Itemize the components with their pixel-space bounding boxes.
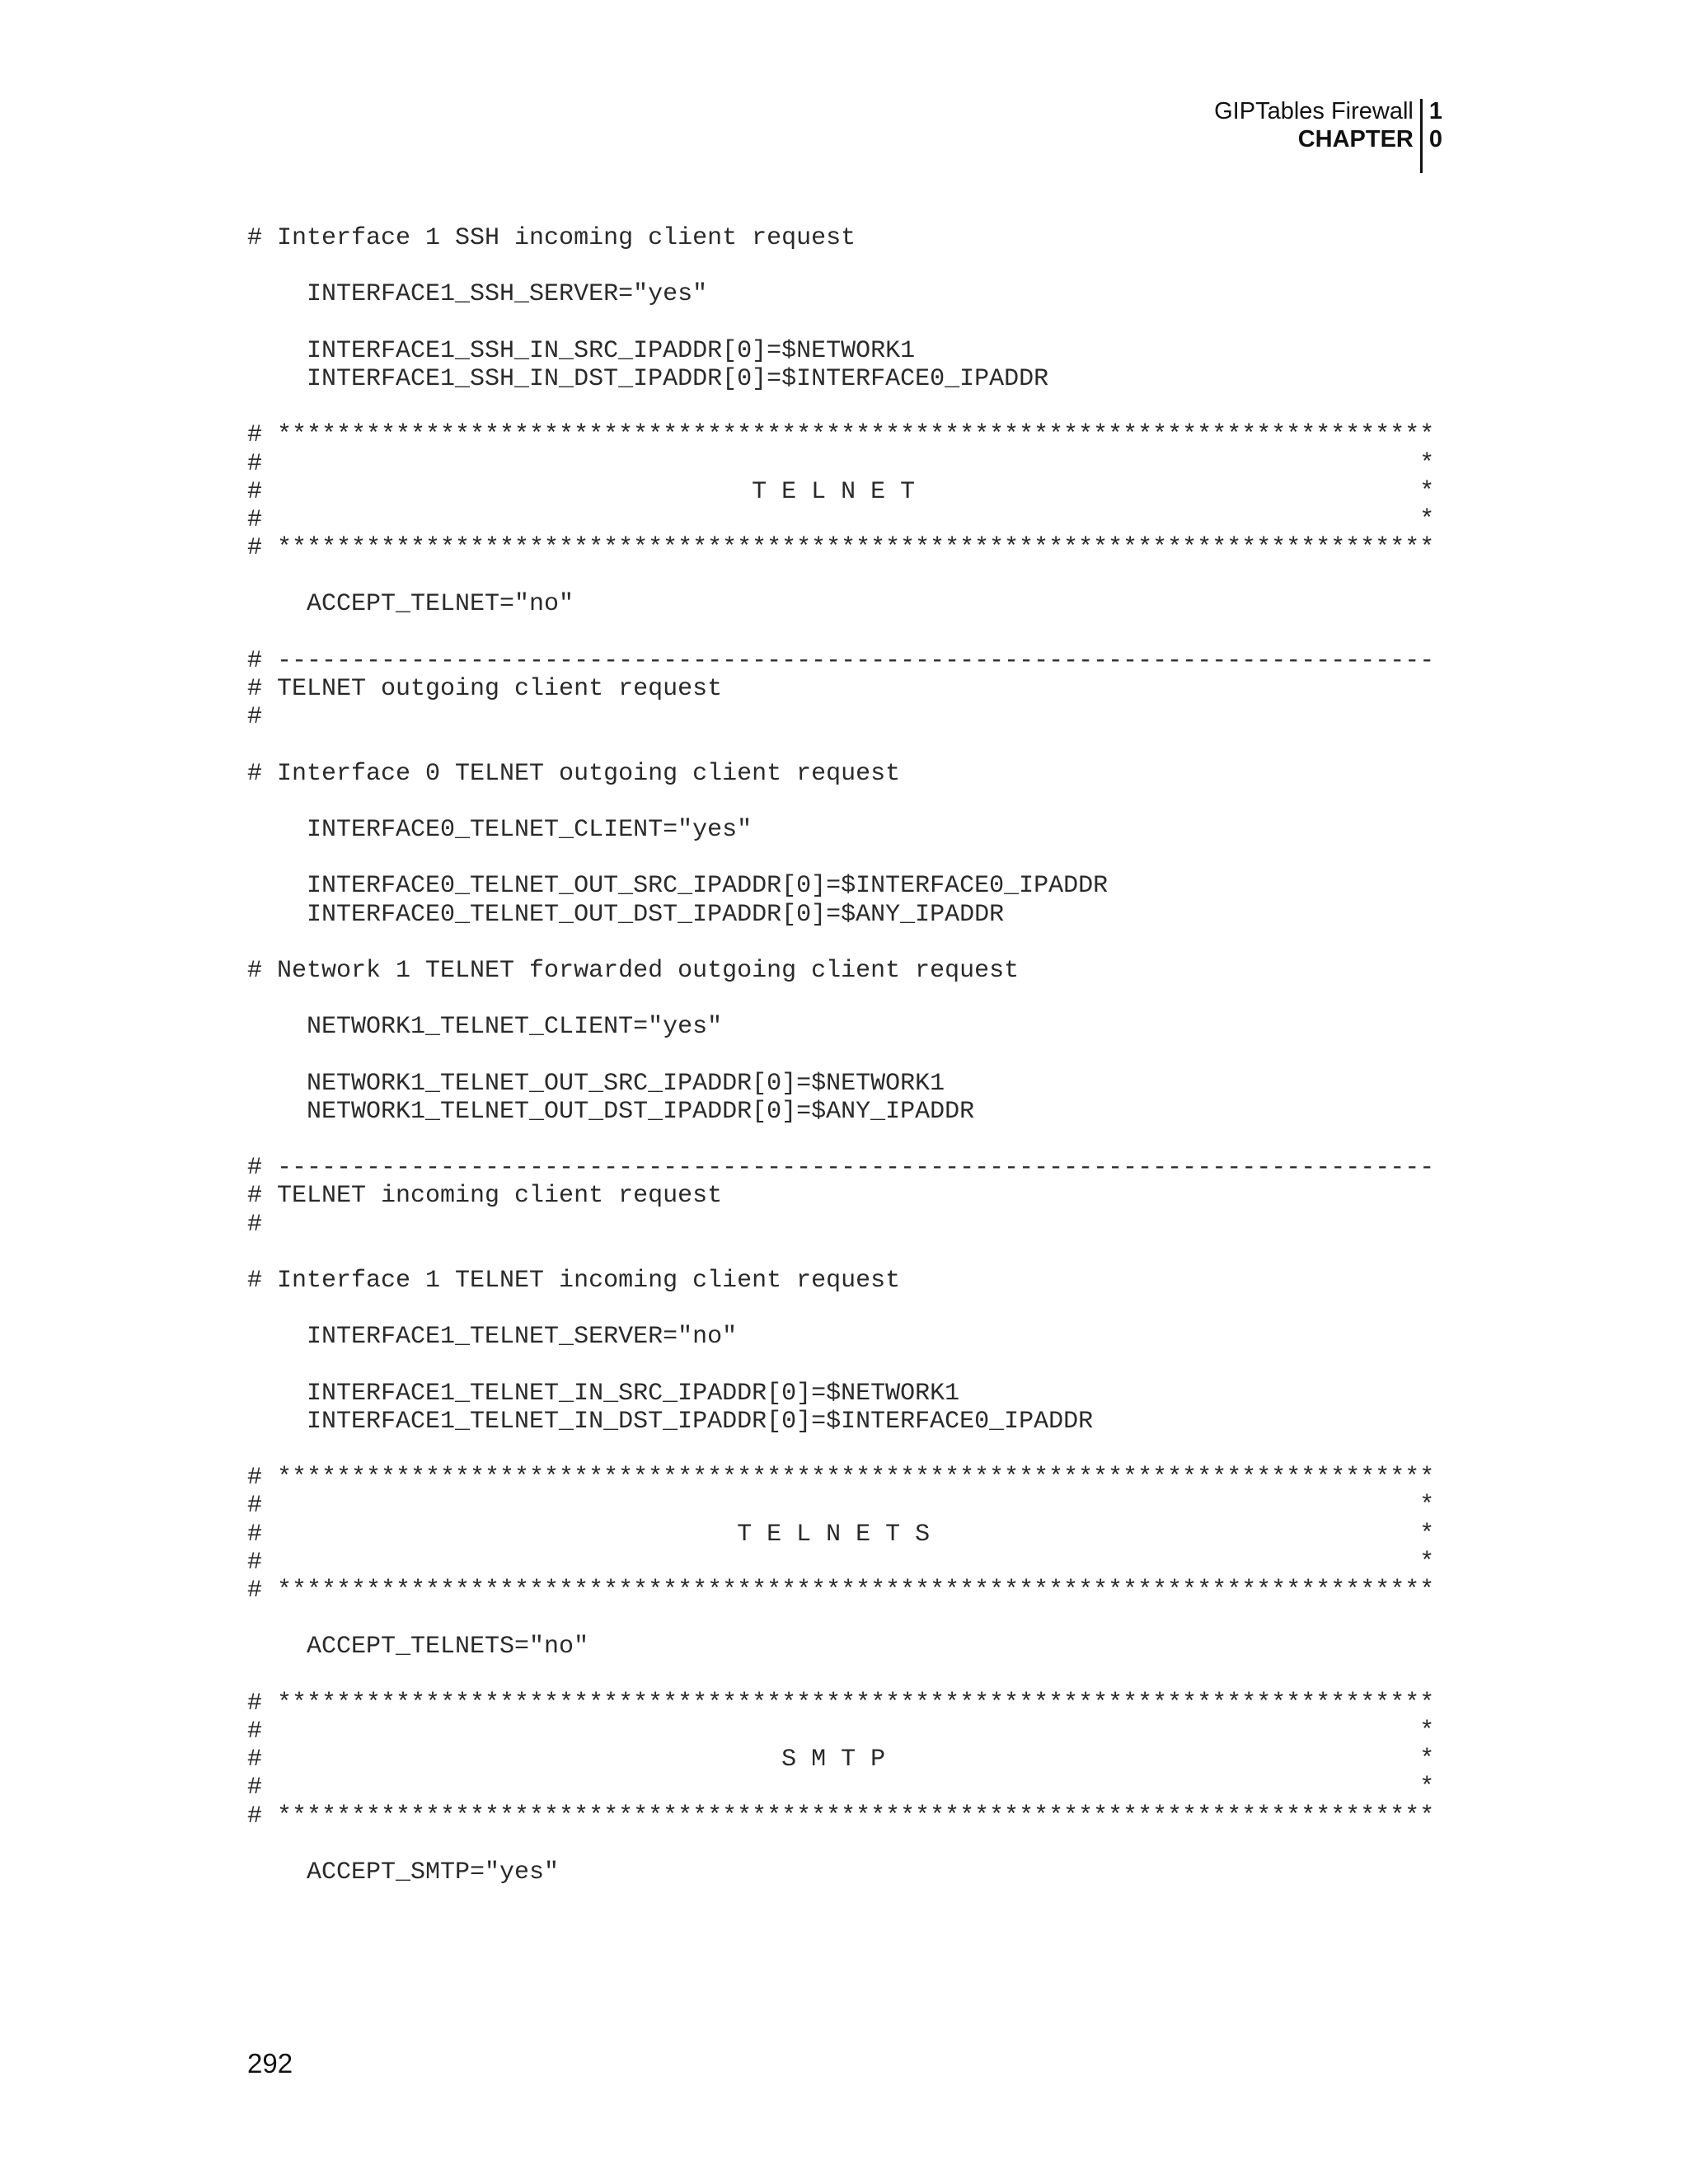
code-line: #	[247, 703, 263, 732]
code-line: INTERFACE1_SSH_IN_DST_IPADDR[0]=$INTERFACE0_IPADDR	[247, 364, 1049, 393]
config-code-block	[247, 224, 1434, 1886]
code-line: # *	[247, 449, 1435, 478]
code-line	[247, 1605, 1434, 1633]
code-line: # S M T P *	[247, 1746, 1435, 1774]
code-line: INTERFACE1_TELNET_SERVER="no"	[247, 1323, 738, 1352]
header-chapter-number	[1423, 97, 1442, 153]
code-line	[247, 788, 1434, 816]
code-line: # ------------------------------------------------------------------------------	[247, 1154, 1435, 1183]
chapter-digit-1: 1	[1428, 98, 1442, 124]
code-line	[247, 1661, 1434, 1690]
code-line: INTERFACE1_SSH_IN_SRC_IPADDR[0]=$NETWORK1	[247, 336, 916, 365]
code-line	[247, 1436, 1434, 1464]
code-line: NETWORK1_TELNET_CLIENT="yes"	[247, 1013, 723, 1042]
code-line	[247, 1830, 1434, 1858]
code-line: INTERFACE0_TELNET_OUT_SRC_IPADDR[0]=$INTERFACE0_IPADDR	[247, 872, 1109, 901]
code-line: NETWORK1_TELNET_OUT_SRC_IPADDR[0]=$NETWORK1	[247, 1069, 945, 1098]
code-line: INTERFACE0_TELNET_OUT_DST_IPADDR[0]=$ANY_IPADDR	[247, 900, 1005, 929]
code-line: # T E L N E T *	[247, 477, 1435, 506]
code-line: #	[247, 1210, 263, 1239]
code-line: NETWORK1_TELNET_OUT_DST_IPADDR[0]=$ANY_IPADDR	[247, 1097, 975, 1126]
code-line: INTERFACE1_SSH_SERVER="yes"	[247, 280, 708, 309]
code-line: # ******************************************************************************	[247, 421, 1435, 450]
code-line: # T E L N E T S *	[247, 1520, 1435, 1549]
code-line: INTERFACE1_TELNET_IN_SRC_IPADDR[0]=$NETWORK1	[247, 1379, 960, 1408]
code-line	[247, 985, 1434, 1013]
code-line	[247, 252, 1434, 280]
code-line: # TELNET incoming client request	[247, 1182, 723, 1211]
code-line: INTERFACE1_TELNET_IN_DST_IPADDR[0]=$INTERFACE0_IPADDR	[247, 1407, 1094, 1436]
page-header	[1214, 97, 1442, 173]
code-line: # *	[247, 1717, 1435, 1746]
code-line: # ******************************************************************************	[247, 534, 1435, 563]
code-line: # *	[247, 1492, 1435, 1521]
code-line	[247, 731, 1434, 759]
code-line	[247, 562, 1434, 590]
code-line: # ------------------------------------------------------------------------------	[247, 646, 1435, 675]
code-line: # ******************************************************************************	[247, 1689, 1435, 1718]
code-line	[247, 1126, 1434, 1154]
code-line: # *	[247, 505, 1435, 534]
code-line	[247, 393, 1434, 421]
code-line: # *	[247, 1548, 1435, 1577]
code-line: # ******************************************************************************	[247, 1464, 1435, 1493]
code-line	[247, 1295, 1434, 1323]
code-line	[247, 619, 1434, 647]
code-line: # TELNET outgoing client request	[247, 675, 723, 703]
code-line: # Interface 1 TELNET incoming client request	[247, 1266, 901, 1295]
code-line: # ******************************************************************************	[247, 1802, 1435, 1830]
code-line: ACCEPT_TELNET="no"	[247, 590, 574, 619]
code-line	[247, 1239, 1434, 1267]
code-line: ACCEPT_SMTP="yes"	[247, 1858, 560, 1886]
header-chapter-label: CHAPTER	[1297, 126, 1414, 152]
code-line	[247, 929, 1434, 957]
code-line: # ******************************************************************************	[247, 1577, 1435, 1605]
code-line	[247, 844, 1434, 872]
code-line: # Interface 0 TELNET outgoing client request	[247, 759, 901, 788]
code-line: # *	[247, 1774, 1435, 1802]
code-line: # Network 1 TELNET forwarded outgoing client request	[247, 956, 1020, 985]
code-line	[247, 1041, 1434, 1069]
header-text-block	[1214, 97, 1420, 153]
code-line	[247, 1352, 1434, 1380]
code-line: # Interface 1 SSH incoming client request	[247, 224, 856, 252]
code-line: ACCEPT_TELNETS="no"	[247, 1633, 589, 1661]
chapter-digit-2: 0	[1428, 126, 1442, 152]
header-title: GIPTables Firewall	[1214, 98, 1414, 124]
code-line	[247, 309, 1434, 337]
page-number: 292	[247, 2048, 293, 2079]
code-line: INTERFACE0_TELNET_CLIENT="yes"	[247, 815, 753, 844]
